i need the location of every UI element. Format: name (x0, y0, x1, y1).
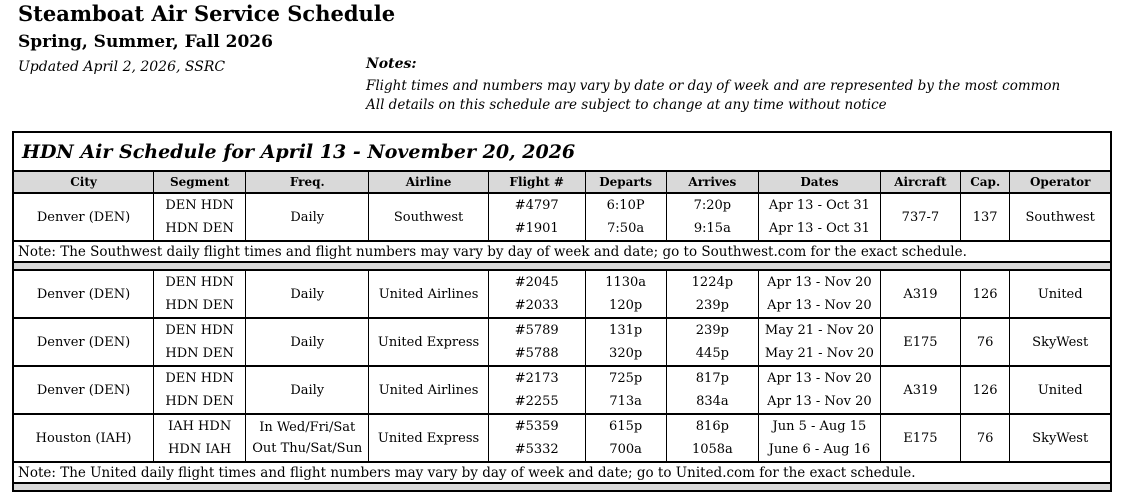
cell-arrives: 834a (666, 390, 758, 414)
cell-segment: DEN HDN (154, 366, 246, 390)
cell-departs: 713a (585, 390, 666, 414)
flight-block-row (13, 366, 1111, 390)
notes-line-1: Flight times and numbers may vary by date or day of week and are represented by the most common (366, 78, 1061, 94)
cell-dates: Apr 13 - Oct 31 (758, 217, 880, 241)
cell-departs: 7:50a (585, 217, 666, 241)
bottom-gray-strip (13, 483, 1111, 491)
cell-capacity: 126 (960, 270, 1009, 318)
southwest-note-row (13, 241, 1111, 262)
cell-departs: 1130a (585, 270, 666, 294)
flight-block-row (13, 193, 1111, 217)
cell-airline: United Airlines (369, 366, 489, 414)
cell-arrives: 817p (666, 366, 758, 390)
cell-flight-number: #1901 (488, 217, 585, 241)
cell-flight-number: #5359 (488, 414, 585, 438)
cell-flight-number: #4797 (488, 193, 585, 217)
cell-segment: HDN DEN (154, 390, 246, 414)
flight-block-row (13, 270, 1111, 294)
col-header-departs: Departs (585, 171, 666, 193)
cell-segment: DEN HDN (154, 318, 246, 342)
cell-departs: 725p (585, 366, 666, 390)
cell-departs: 320p (585, 342, 666, 366)
cell-aircraft: A319 (880, 270, 960, 318)
cell-departs: 700a (585, 438, 666, 462)
cell-city: Denver (DEN) (13, 193, 154, 241)
cell-operator: SkyWest (1010, 318, 1111, 366)
cell-dates: Apr 13 - Nov 20 (758, 270, 880, 294)
col-header-freq: Freq. (246, 171, 369, 193)
document-subtitle: Spring, Summer, Fall 2026 (18, 32, 273, 52)
notes-block (366, 56, 1060, 115)
cell-aircraft: E175 (880, 318, 960, 366)
updated-date-line: Updated April 2, 2026, SSRC (18, 59, 226, 75)
cell-capacity: 137 (960, 193, 1009, 241)
cell-dates: May 21 - Nov 20 (758, 318, 880, 342)
cell-freq: In Wed/Fri/Sat Out Thu/Sat/Sun (246, 414, 369, 462)
cell-departs: 615p (585, 414, 666, 438)
southwest-note: Note: The Southwest daily flight times and flight numbers may vary by day of week and date; go to Southwest.com for the exact schedule. (13, 241, 1111, 262)
cell-capacity: 76 (960, 318, 1009, 366)
cell-arrives: 445p (666, 342, 758, 366)
notes-line-2: All details on this schedule are subject to change at any time without notice (366, 97, 887, 113)
cell-city: Denver (DEN) (13, 318, 154, 366)
cell-arrives: 1058a (666, 438, 758, 462)
cell-departs: 120p (585, 294, 666, 318)
col-header-arrives: Arrives (666, 171, 758, 193)
col-header-operator: Operator (1010, 171, 1111, 193)
cell-freq: Daily (246, 318, 369, 366)
cell-dates: May 21 - Nov 20 (758, 342, 880, 366)
cell-city: Denver (DEN) (13, 366, 154, 414)
cell-capacity: 76 (960, 414, 1009, 462)
cell-freq: Daily (246, 193, 369, 241)
cell-flight-number: #5789 (488, 318, 585, 342)
col-header-segment: Segment (154, 171, 246, 193)
cell-freq: Daily (246, 270, 369, 318)
cell-segment: DEN HDN (154, 193, 246, 217)
cell-airline: United Airlines (369, 270, 489, 318)
cell-arrives: 9:15a (666, 217, 758, 241)
cell-arrives: 239p (666, 318, 758, 342)
col-header-capacity: Cap. (960, 171, 1009, 193)
cell-airline: Southwest (369, 193, 489, 241)
cell-operator: United (1010, 366, 1111, 414)
cell-segment: HDN DEN (154, 342, 246, 366)
cell-flight-number: #2033 (488, 294, 585, 318)
cell-flight-number: #2255 (488, 390, 585, 414)
col-header-dates: Dates (758, 171, 880, 193)
col-header-flight-number: Flight # (488, 171, 585, 193)
cell-dates: Apr 13 - Nov 20 (758, 294, 880, 318)
cell-aircraft: E175 (880, 414, 960, 462)
cell-segment: HDN IAH (154, 438, 246, 462)
cell-airline: United Express (369, 318, 489, 366)
cell-arrives: 7:20p (666, 193, 758, 217)
notes-heading: Notes: (366, 56, 417, 72)
cell-dates: June 6 - Aug 16 (758, 438, 880, 462)
schedule-title-row (13, 132, 1111, 171)
cell-flight-number: #5788 (488, 342, 585, 366)
cell-arrives: 816p (666, 414, 758, 438)
cell-segment: HDN DEN (154, 294, 246, 318)
cell-departs: 131p (585, 318, 666, 342)
cell-segment: DEN HDN (154, 270, 246, 294)
hdn-schedule-table (12, 131, 1112, 492)
cell-freq: Daily (246, 366, 369, 414)
flight-block-row (13, 318, 1111, 342)
cell-dates: Apr 13 - Nov 20 (758, 366, 880, 390)
col-header-airline: Airline (369, 171, 489, 193)
cell-aircraft: 737-7 (880, 193, 960, 241)
cell-segment: IAH HDN (154, 414, 246, 438)
cell-segment: HDN DEN (154, 217, 246, 241)
schedule-title: HDN Air Schedule for April 13 - November 20, 2026 (13, 132, 1111, 171)
column-header-row (13, 171, 1111, 193)
united-note-row (13, 462, 1111, 483)
cell-flight-number: #2045 (488, 270, 585, 294)
cell-city: Houston (IAH) (13, 414, 154, 462)
cell-arrives: 239p (666, 294, 758, 318)
cell-dates: Apr 13 - Nov 20 (758, 390, 880, 414)
cell-airline: United Express (369, 414, 489, 462)
col-header-aircraft: Aircraft (880, 171, 960, 193)
cell-capacity: 126 (960, 366, 1009, 414)
cell-flight-number: #2173 (488, 366, 585, 390)
cell-city: Denver (DEN) (13, 270, 154, 318)
col-header-city: City (13, 171, 154, 193)
cell-aircraft: A319 (880, 366, 960, 414)
cell-flight-number: #5332 (488, 438, 585, 462)
cell-dates: Jun 5 - Aug 15 (758, 414, 880, 438)
flight-block-row (13, 414, 1111, 438)
cell-operator: United (1010, 270, 1111, 318)
cell-departs: 6:10P (585, 193, 666, 217)
document-header (18, 1, 395, 75)
cell-dates: Apr 13 - Oct 31 (758, 193, 880, 217)
cell-operator: SkyWest (1010, 414, 1111, 462)
united-note: Note: The United daily flight times and flight numbers may vary by day of week and date; go to United.com for the exact schedule. (13, 462, 1111, 483)
cell-arrives: 1224p (666, 270, 758, 294)
cell-operator: Southwest (1010, 193, 1111, 241)
document-title: Steamboat Air Service Schedule (18, 1, 396, 26)
section-spacer (13, 262, 1111, 270)
